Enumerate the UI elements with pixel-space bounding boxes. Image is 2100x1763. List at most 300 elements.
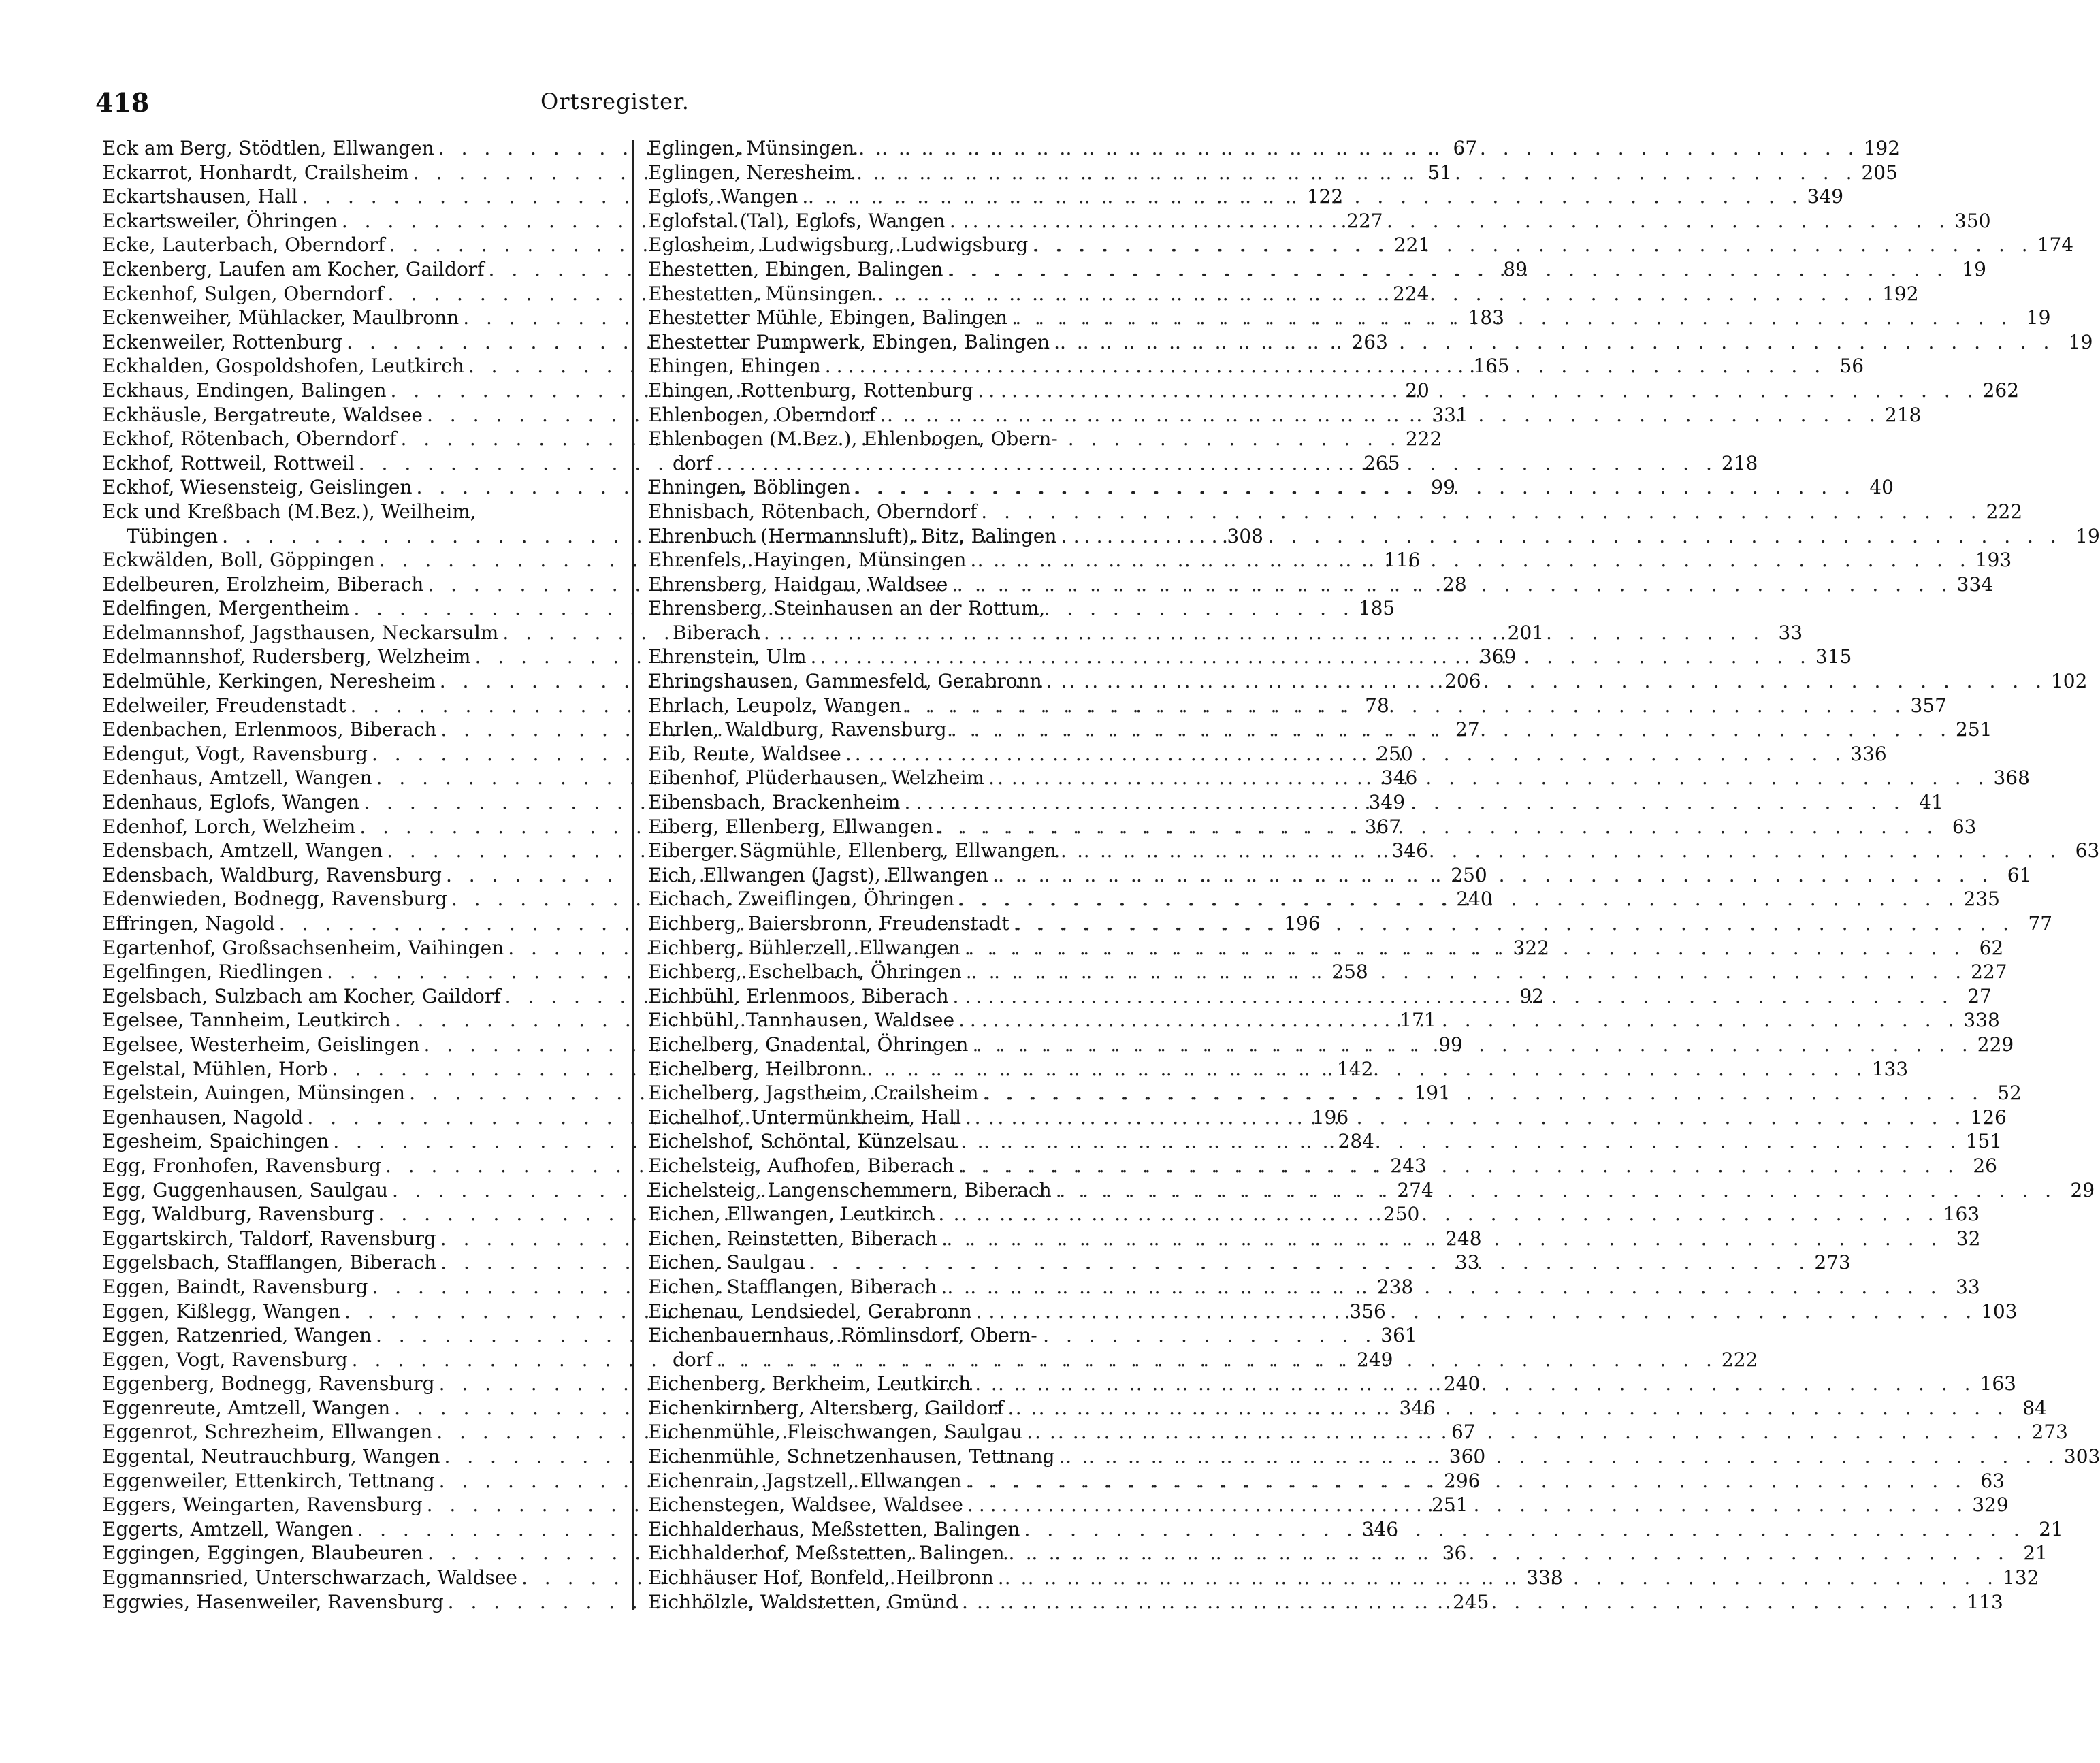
entry-page: 142 — [1336, 1057, 1374, 1080]
entry-page: 251 — [1431, 1493, 1468, 1517]
entry-name: Edenhaus, Amtzell, Wangen — [102, 766, 372, 790]
dot-leader — [904, 790, 1905, 815]
dot-leader — [960, 1129, 1961, 1154]
dot-leader — [867, 1057, 1867, 1082]
entry-page: 78 — [1365, 694, 1389, 717]
entry-name: Eckenweiher, Mühlacker, Maulbronn — [102, 306, 459, 329]
entry-name: Eichelsteig, Langenschemmern, Biberach — [648, 1178, 1052, 1201]
entry-page: 273 — [1814, 1251, 1851, 1274]
entry-page: 206 — [1444, 670, 1481, 693]
entry-page: 240 — [1443, 1372, 1481, 1395]
dot-leader — [1024, 1517, 2024, 1542]
entry-page: 367 — [1364, 815, 1402, 838]
entry-name: Eggenrot, Schrezheim, Ellwangen — [102, 1421, 433, 1444]
entry-page: 229 — [1977, 1033, 2014, 1056]
entry-name: Eckarrot, Honhardt, Crailsheim — [102, 161, 409, 184]
entry-page: 193 — [1975, 549, 2012, 572]
entry-page: 63 — [1952, 815, 1977, 838]
entry-page: 205 — [1861, 161, 1898, 184]
entry-name: Edenwieden, Bodnegg, Ravensburg — [102, 888, 447, 911]
entry-name: Eck am Berg, Stödtlen, Ellwangen — [102, 137, 434, 159]
entry-name: Eglingen, Neresheim — [648, 161, 853, 184]
entry-name: Eichberg, Eschelbach, Öhringen — [648, 960, 962, 984]
entry-page: 151 — [1965, 1130, 2003, 1153]
dot-leader — [811, 645, 1811, 669]
entry-name: Ehlenbogen, Oberndorf — [648, 403, 876, 426]
entry-name: Eckenweiler, Rottenburg — [102, 330, 343, 353]
entry-page: 238 — [1376, 1275, 1414, 1298]
dot-leader — [975, 1372, 1975, 1396]
entry-name: Eichach, Zweiflingen, Öhringen — [648, 888, 955, 911]
entry-page: 349 — [1368, 791, 1406, 814]
dot-leader — [764, 621, 1764, 645]
entry-page: 33 — [1778, 621, 1803, 644]
dot-leader — [998, 1566, 1999, 1590]
entry-continuation: dorf — [673, 451, 713, 474]
entry-name: Edelmühle, Kerkingen, Neresheim — [102, 670, 436, 693]
entry-page: 192 — [1863, 137, 1901, 159]
entry-name: Ehingen, Ehingen — [648, 355, 821, 378]
entry-name: Eckhäusle, Bergatreute, Waldsee — [102, 403, 423, 426]
entry-name: Eichelshof, Schöntal, Künzelsau — [648, 1130, 957, 1153]
dot-leader — [967, 1493, 1968, 1517]
entry-page: 122 — [1306, 185, 1344, 208]
entry-page: 21 — [2039, 1517, 2063, 1540]
dot-leader — [950, 209, 1950, 233]
entry-page: 346 — [1399, 1396, 1436, 1419]
entry-page: 250 — [1376, 742, 1413, 765]
entry-page: 296 — [1444, 1469, 1481, 1492]
entry-page: 52 — [1997, 1082, 2022, 1105]
entry-name: Eggen, Kißlegg, Wangen — [102, 1299, 341, 1323]
entry-page: 349 — [1807, 185, 1844, 208]
entry-name: Eck und Kreßbach (M.Bez.), Weilheim, — [102, 500, 476, 523]
entry-page: 222 — [1721, 1348, 1758, 1371]
dot-leader — [970, 548, 1971, 572]
entry-line — [648, 500, 2023, 524]
entry-name: Egelsee, Westerheim, Geislingen — [102, 1033, 420, 1056]
entry-page: 163 — [1943, 1203, 1980, 1226]
entry-name: Edelbeuren, Erolzheim, Biberach — [102, 572, 424, 596]
entry-page: 346 — [1361, 1517, 1399, 1540]
entry-page: 350 — [1954, 209, 1991, 232]
entry-name: Ehlenbogen (M.Bez.), Ehlenbogen, Obern- — [648, 427, 1058, 451]
entry-name: Ehingen, Rottenburg, Rottenburg — [648, 378, 974, 402]
entry-name: Eggerts, Amtzell, Wangen — [102, 1517, 353, 1540]
entry-name: Eckenhof, Sulgen, Oberndorf — [102, 282, 384, 305]
dot-leader — [965, 1105, 1966, 1130]
entry-page: 92 — [1519, 984, 1544, 1007]
entry-page: 67 — [1453, 137, 1478, 159]
entry-name: Edensbach, Amtzell, Wangen — [102, 839, 383, 862]
entry-name: Eckhof, Rötenbach, Oberndorf — [102, 427, 397, 451]
dot-leader — [983, 1081, 1984, 1105]
entry-page: 191 — [1414, 1082, 1451, 1105]
entry-page: 250 — [1383, 1203, 1420, 1226]
entry-name: Ehestetten, Ebingen, Balingen — [648, 257, 943, 280]
entry-name: Ehestetter Pumpwerk, Ebingen, Balingen — [648, 330, 1050, 353]
entry-name: Eckhof, Wiesensteig, Geislingen — [102, 476, 413, 499]
entry-name: Egelsbach, Sulzbach am Kocher, Gaildorf — [102, 984, 501, 1007]
dot-leader — [938, 1202, 1939, 1227]
dot-leader — [966, 960, 1967, 984]
entry-name: Eichenmühle, Schnetzenhausen, Tettnang — [648, 1445, 1055, 1468]
entry-name: Egelsee, Tannheim, Leutkirch — [102, 1009, 391, 1032]
dot-leader — [1027, 1420, 2027, 1444]
entry-name: Eichberg, Bühlerzell, Ellwangen — [648, 936, 960, 959]
entry-name: Eggen, Baindt, Ravensburg — [102, 1275, 368, 1298]
entry-page: 113 — [1967, 1590, 2003, 1613]
dot-leader — [1014, 911, 2014, 936]
entry-page: 51 — [1427, 161, 1453, 184]
entry-page: 274 — [1397, 1178, 1434, 1201]
entry-page: 171 — [1400, 1009, 1436, 1032]
entry-continuation: Tübingen — [127, 524, 219, 547]
entry-name: Eggenreute, Amtzell, Wangen — [102, 1396, 391, 1419]
dot-leader — [717, 1348, 1717, 1372]
entry-name: Egelfingen, Riedlingen — [102, 960, 323, 984]
entry-name: Edelfingen, Mergentheim — [102, 597, 350, 620]
entry-page: 41 — [1919, 791, 1943, 814]
entry-name: Eggental, Neutrauchburg, Wangen — [102, 1445, 440, 1468]
entry-page: 249 — [1357, 1348, 1393, 1371]
entry-name: Eichen, Reinstetten, Biberach — [648, 1227, 938, 1250]
dot-leader — [958, 887, 1959, 911]
entry-page: 132 — [2003, 1566, 2039, 1589]
entry-name: Eiberger Sägmühle, Ellenberg, Ellwangen — [648, 839, 1056, 862]
dot-leader — [858, 136, 1859, 161]
entry-name: Egelstal, Mühlen, Horb — [102, 1057, 328, 1080]
entry-page: 250 — [1451, 863, 1487, 886]
entry-page: 77 — [2028, 912, 2053, 935]
entry-page: 165 — [1473, 355, 1510, 378]
dot-leader — [1008, 1396, 2009, 1421]
entry-name: Ehrlen, Waldburg, Ravensburg — [648, 718, 947, 741]
entry-name: Eichhalderhof, Meßstetten, Balingen — [648, 1542, 1005, 1565]
dot-leader — [856, 161, 1857, 185]
entry-page: 308 — [1227, 524, 1263, 547]
entry-page: 33 — [1956, 1275, 1980, 1298]
dot-leader — [717, 451, 1717, 476]
entry-page: 33 — [1455, 1251, 1480, 1274]
entry-name: Eggwies, Hasenweiler, Ravensburg — [102, 1590, 444, 1613]
entry-name: Eckhaus, Endingen, Balingen — [102, 378, 387, 402]
entry-name: Ehrenbuch (Hermannsluft), Bitz, Balingen — [648, 524, 1057, 547]
entry-name: Edelmannshof, Rudersberg, Welzheim — [102, 645, 471, 668]
entry-page: 221 — [1393, 233, 1431, 257]
dot-leader — [1061, 524, 2061, 549]
entry-name: Eichhäuser Hof, Bonfeld, Heilbronn — [648, 1566, 994, 1589]
entry-page: 36 — [1442, 1542, 1467, 1565]
entry-page: 245 — [1452, 1590, 1489, 1613]
entry-name: Ehringshausen, Gammesfeld, Gerabronn — [648, 670, 1042, 693]
entry-page: 224 — [1393, 282, 1429, 305]
entry-page: 20 — [1405, 378, 1429, 402]
entry-name: Eglofstal (Tal), Eglofs, Wangen — [648, 209, 946, 232]
entry-line — [648, 1323, 1118, 1348]
entry-page: 218 — [1721, 451, 1758, 474]
page-number: 418 — [95, 87, 150, 118]
entry-page: 222 — [1986, 500, 2023, 523]
entry-name: Eichelberg, Gnadental, Öhringen — [648, 1033, 969, 1056]
entry-name: Eichenkirnberg, Altersberg, Gaildorf — [648, 1396, 1004, 1419]
entry-page: 163 — [1980, 1372, 2016, 1395]
entry-name: Ehestetter Mühle, Ebingen, Balingen — [648, 306, 1008, 329]
entry-name: Ehestetten, Münsingen — [648, 282, 873, 305]
entry-name: Eggelsbach, Stafflangen, Biberach — [102, 1251, 437, 1274]
entry-name: Eckartshausen, Hall — [102, 185, 298, 208]
entry-page: 368 — [1993, 766, 2030, 790]
entry-name: Eichhalderhaus, Meßstetten, Balingen — [648, 1517, 1020, 1540]
dot-leader — [825, 354, 1826, 378]
entry-page: 262 — [1982, 378, 2020, 402]
column-divider — [632, 140, 634, 1610]
entry-name: Eichenmühle, Fleischwangen, Saulgau — [648, 1421, 1023, 1444]
entry-name: Egg, Waldburg, Ravensburg — [102, 1203, 374, 1226]
entry-name: Eggers, Weingarten, Ravensburg — [102, 1493, 423, 1517]
entry-page: 315 — [1815, 645, 1852, 668]
dot-leader — [951, 717, 1952, 742]
entry-page: 227 — [1971, 960, 2007, 984]
entry-name: Eckhalden, Gospoldshofen, Leutkirch — [102, 355, 464, 378]
entry-page: 243 — [1390, 1154, 1427, 1177]
entry-page: 196 — [1284, 912, 1321, 935]
entry-name: Eckenberg, Laufen am Kocher, Gaildorf — [102, 257, 485, 280]
entry-name: Eglofs, Wangen — [648, 185, 798, 208]
entry-page: 116 — [1384, 549, 1421, 572]
entry-name: Eichenstegen, Waldsee, Waldsee — [648, 1493, 963, 1517]
entry-name: Effringen, Nagold — [102, 912, 275, 935]
dot-leader — [1056, 1178, 2056, 1203]
dot-leader — [1061, 839, 2061, 863]
entry-page: 29 — [2070, 1178, 2095, 1201]
entry-name: Edenhof, Lorch, Welzheim — [102, 815, 356, 838]
dot-leader — [877, 282, 1878, 306]
entry-continuation: dorf — [673, 1348, 713, 1371]
entry-name: Edengut, Vogt, Ravensburg — [102, 742, 368, 765]
entry-name: Ehrlach, Leupolz, Wangen — [648, 694, 902, 717]
entry-name: Ehrenfels, Hayingen, Münsingen — [648, 549, 967, 572]
entry-page: 248 — [1445, 1227, 1482, 1250]
dot-leader — [948, 257, 1948, 282]
entry-name: Ehnisbach, Rötenbach, Oberndorf — [648, 500, 978, 523]
entry-name: Egenhausen, Nagold — [102, 1105, 304, 1129]
entry-page: 357 — [1910, 694, 1947, 717]
entry-name: Eggenweiler, Ettenkirch, Tettnang — [102, 1469, 435, 1492]
entry-name: Eichenberg, Berkheim, Leutkirch — [648, 1372, 971, 1395]
dot-leader — [953, 984, 1954, 1009]
entry-name: Egelstein, Auingen, Münsingen — [102, 1082, 406, 1105]
dot-leader — [988, 766, 1989, 790]
dot-leader — [855, 475, 1856, 500]
entry-page: 331 — [1432, 403, 1468, 426]
dot-leader — [1009, 1541, 2009, 1566]
entry-line — [648, 596, 1118, 621]
entry-name: Eichelberg, Jagstheim, Crailsheim — [648, 1082, 979, 1105]
entry-page: 322 — [1513, 936, 1549, 959]
entry-page: 84 — [2022, 1396, 2047, 1419]
dot-leader — [1046, 669, 2047, 694]
entry-name: Egartenhof, Großsachsenheim, Vaihingen — [102, 936, 504, 959]
dot-leader — [981, 500, 1982, 524]
entry-name: Edenhaus, Eglofs, Wangen — [102, 791, 360, 814]
entry-name: Eichenrain, Jagstzell, Ellwangen — [648, 1469, 962, 1492]
entry-page: 227 — [1346, 209, 1383, 232]
entry-name: Eib, Reute, Waldsee — [648, 742, 841, 765]
entry-name: Egg, Guggenhausen, Saulgau — [102, 1178, 388, 1201]
entry-name: Eichen, Ellwangen, Leutkirch — [648, 1203, 935, 1226]
entry-name: Eichenau, Lendsiedel, Gerabronn — [648, 1299, 972, 1323]
entry-name: Eichhölzle, Waldstetten, Gmünd — [648, 1590, 958, 1613]
entry-page: 103 — [1981, 1299, 2018, 1323]
entry-page: 356 — [1349, 1299, 1386, 1323]
entry-page: 360 — [1449, 1445, 1486, 1468]
entry-page: 63 — [1980, 1469, 2005, 1492]
entry-name: Egg, Fronhofen, Ravensburg — [102, 1154, 381, 1177]
entry-name: Ehrensberg, Steinhausen an der Rottum, — [648, 597, 1046, 620]
running-head: Ortsregister. — [540, 88, 690, 114]
entry-name: Eichbühl, Tannhausen, Waldsee — [648, 1009, 955, 1032]
dot-leader — [962, 1590, 1962, 1615]
entry-page: 26 — [1973, 1154, 1997, 1177]
entry-name: Edelweiler, Freudenstadt — [102, 694, 346, 717]
entry-name: Ehningen, Böblingen — [648, 476, 851, 499]
entry-page: 27 — [1455, 718, 1480, 741]
entry-continuation: Biberach — [673, 621, 760, 644]
entry-page: 21 — [2023, 1542, 2048, 1565]
dot-leader — [941, 1275, 1941, 1299]
entry-name: Eichberg, Baiersbronn, Freudenstadt — [648, 912, 1009, 935]
entry-page: 102 — [2050, 670, 2088, 693]
entry-page: 263 — [1351, 330, 1388, 353]
dot-leader — [976, 1299, 1977, 1324]
entry-page: 258 — [1331, 960, 1368, 984]
entry-page: 303 — [2063, 1445, 2100, 1468]
dot-leader — [992, 863, 1993, 888]
entry-name: Egesheim, Spaichingen — [102, 1130, 329, 1153]
entry-page: 235 — [1963, 888, 2000, 911]
entry-name: Eggen, Ratzenried, Wangen — [102, 1324, 372, 1347]
entry-page: 346 — [1380, 766, 1418, 790]
entry-line — [648, 427, 1118, 451]
entry-name: Eggmannsried, Unterschwarzach, Waldsee — [102, 1566, 517, 1589]
dot-leader — [809, 1250, 1810, 1275]
dot-leader — [1054, 330, 2054, 355]
entry-page: 67 — [1451, 1421, 1476, 1444]
entry-name: Edenbachen, Erlenmoos, Biberach — [102, 718, 437, 741]
entry-name: Eglosheim, Ludwigsburg, Ludwigsburg — [648, 233, 1029, 257]
entry-name: Eckartsweiler, Öhringen — [102, 209, 338, 232]
entry-page: 99 — [1438, 1033, 1463, 1056]
entry-name: Eichbühl, Erlenmoos, Biberach — [648, 984, 949, 1007]
dot-leader — [937, 815, 1938, 839]
entry-name: Eichenbauernhaus, Römlinsdorf, Obern- — [648, 1324, 1037, 1347]
entry-page: 89 — [1503, 257, 1528, 280]
index-entry — [648, 500, 2023, 524]
entry-page: 19 — [2075, 524, 2100, 547]
dot-leader — [972, 1033, 1973, 1057]
entry-page: 56 — [1839, 355, 1864, 378]
entry-page: 265 — [1363, 451, 1400, 474]
dot-leader — [978, 378, 1978, 403]
entry-name: Ecke, Lauterbach, Oberndorf — [102, 233, 385, 257]
entry-name: Eichelberg, Heilbronn — [648, 1057, 863, 1080]
entry-page: 61 — [2007, 863, 2032, 886]
entry-page: 19 — [2068, 330, 2093, 353]
entry-name: Edensbach, Waldburg, Ravensburg — [102, 863, 442, 886]
entry-page: 361 — [1380, 1324, 1417, 1347]
entry-page: 338 — [1526, 1566, 1563, 1589]
entry-page: 334 — [1956, 572, 1994, 596]
dot-leader — [1059, 1444, 2060, 1469]
entry-name: Eibensbach, Brackenheim — [648, 791, 901, 814]
entry-name: Eiberg, Ellenberg, Ellwangen — [648, 815, 934, 838]
entry-page: 183 — [1468, 306, 1504, 329]
entry-name: Eichelhof, Untermünkheim, Hall — [648, 1105, 962, 1129]
dot-leader — [966, 1469, 1967, 1493]
entry-name: Eckhof, Rottweil, Rottweil — [102, 451, 355, 474]
dot-leader — [880, 403, 1881, 427]
entry-page: 99 — [1431, 476, 1455, 499]
entry-name: Eggingen, Eggingen, Blaubeuren — [102, 1542, 423, 1565]
entry-page: 240 — [1456, 888, 1493, 911]
entry-page: 28 — [1442, 572, 1467, 596]
entry-page: 251 — [1956, 718, 1992, 741]
entry-page: 218 — [1884, 403, 1922, 426]
entry-name: Eggen, Vogt, Ravensburg — [102, 1348, 348, 1371]
entry-name: Eich, Ellwangen (Jagst), Ellwangen — [648, 863, 989, 886]
entry-page: 196 — [1312, 1105, 1349, 1129]
entry-name: Eglingen, Münsingen — [648, 137, 855, 159]
entry-page: 40 — [1869, 476, 1894, 499]
dot-leader — [802, 184, 1803, 209]
entry-name: Edelmannshof, Jagsthausen, Neckarsulm — [102, 621, 499, 644]
entry-page: 369 — [1479, 645, 1517, 668]
entry-page: 19 — [1962, 257, 1986, 280]
entry-name: Ehrenstein, Ulm — [648, 645, 807, 668]
entry-page: 63 — [2075, 839, 2100, 862]
entry-page: 338 — [1963, 1009, 2000, 1032]
entry-name: Eichelsteig, Aufhofen, Biberach — [648, 1154, 954, 1177]
entry-line — [102, 500, 616, 524]
dot-leader — [941, 1227, 1942, 1251]
dot-leader — [1032, 233, 2033, 257]
dot-leader — [965, 936, 1965, 960]
entry-name: Eggartskirch, Taldorf, Ravensburg — [102, 1227, 436, 1250]
entry-name: Ehrensberg, Haidgau, Waldsee — [648, 572, 948, 596]
entry-page: 284 — [1338, 1130, 1374, 1153]
entry-name: Eichen, Stafflangen, Biberach — [648, 1275, 937, 1298]
entry-page: 174 — [2037, 233, 2074, 257]
entry-page: 273 — [2031, 1421, 2068, 1444]
entry-name: Eichen, Saulgau — [648, 1251, 806, 1274]
entry-page: 133 — [1871, 1057, 1909, 1080]
entry-name: Eckwälden, Boll, Göppingen — [102, 549, 375, 572]
dot-leader — [845, 742, 1846, 766]
dot-leader — [952, 572, 1952, 597]
entry-page: 27 — [1967, 984, 1992, 1007]
dot-leader — [905, 694, 1906, 718]
entry-page: 32 — [1956, 1227, 1981, 1250]
entry-page: 126 — [1970, 1105, 2007, 1129]
entry-page: 192 — [1882, 282, 1919, 305]
entry-page: 329 — [1972, 1493, 2009, 1517]
dot-leader — [1012, 306, 2012, 330]
entry-page: 62 — [1979, 936, 2004, 959]
entry-name: Eibenhof, Plüderhausen, Welzheim — [648, 766, 985, 790]
entry-name: Eggenberg, Bodnegg, Ravensburg — [102, 1372, 435, 1395]
entry-page: 346 — [1391, 839, 1428, 862]
